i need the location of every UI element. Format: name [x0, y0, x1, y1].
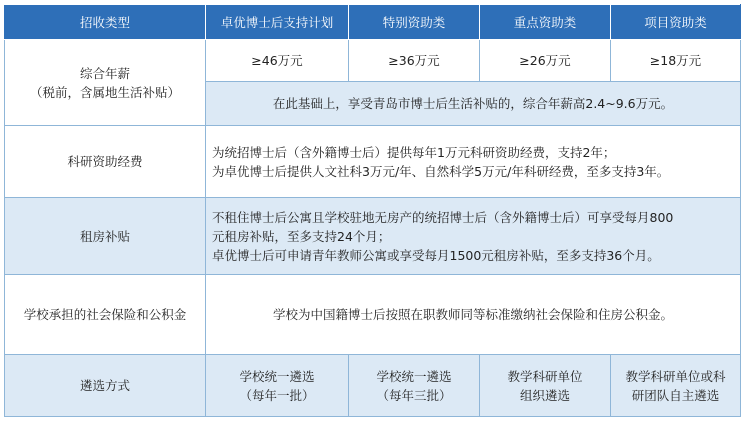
- insurance-row: [5, 275, 741, 355]
- salary-project: ≥18万元: [611, 40, 741, 82]
- selection-project: [611, 355, 741, 417]
- selection-special-line2: （每年三批）: [376, 387, 452, 403]
- header-special: 特别资助类: [349, 5, 480, 40]
- header-key: 重点资助类: [480, 5, 611, 40]
- selection-excellent-line1: 学校统一遴选: [239, 368, 315, 384]
- salary-row: [5, 40, 741, 82]
- header-type: 招收类型: [5, 5, 206, 40]
- selection-project-line2: 研团队自主遴选: [631, 387, 720, 403]
- selection-project-line1: 教学科研单位或科: [625, 368, 726, 384]
- selection-key: [480, 355, 611, 417]
- salary-label: [5, 40, 206, 126]
- housing-line3: 卓优博士后可申请青年教师公寓或享受每月1500元租房补贴，至多支持36个月。: [212, 247, 660, 263]
- research-line1: 为统招博士后（含外籍博士后）提供每年1万元科研资助经费，支持2年；: [212, 144, 616, 160]
- research-label: 科研资助经费: [5, 126, 206, 198]
- selection-special: [349, 355, 480, 417]
- salary-key: ≥26万元: [480, 40, 611, 82]
- selection-label: 遴选方式: [5, 355, 206, 417]
- selection-key-line2: 组织遴选: [519, 387, 570, 403]
- housing-row: [5, 198, 741, 275]
- selection-key-line1: 教学科研单位: [507, 368, 583, 384]
- salary-special: ≥36万元: [349, 40, 480, 82]
- salary-label-line2: （税前，含属地生活补贴）: [29, 84, 180, 100]
- research-line2: 为卓优博士后提供人文社科3万元/年、自然科学5万元/年科研经费，至多支持3年。: [212, 163, 670, 179]
- policy-table: [4, 4, 741, 417]
- housing-line2: 元租房补贴，至多支持24个月；: [212, 228, 391, 244]
- salary-excellent: ≥46万元: [206, 40, 349, 82]
- salary-label-line1: 综合年薪: [79, 65, 130, 81]
- salary-note: 在此基础上，享受青岛市博士后生活补贴的，综合年薪高2.4~9.6万元。: [206, 82, 741, 126]
- research-row: [5, 126, 741, 198]
- housing-text: [206, 198, 741, 275]
- research-text: [206, 126, 741, 198]
- insurance-text: 学校为中国籍博士后按照在职教师同等标准缴纳社会保险和住房公积金。: [206, 275, 741, 355]
- header-excellent: 卓优博士后支持计划: [206, 5, 349, 40]
- housing-line1: 不租住博士后公寓且学校驻地无房产的统招博士后（含外籍博士后）可享受每月800: [212, 209, 674, 225]
- selection-special-line1: 学校统一遴选: [376, 368, 452, 384]
- header-row: [5, 5, 741, 40]
- selection-excellent: [206, 355, 349, 417]
- housing-label: 租房补贴: [5, 198, 206, 275]
- insurance-label: 学校承担的社会保险和公积金: [5, 275, 206, 355]
- header-project: 项目资助类: [611, 5, 741, 40]
- selection-row: [5, 355, 741, 417]
- selection-excellent-line2: （每年一批）: [239, 387, 315, 403]
